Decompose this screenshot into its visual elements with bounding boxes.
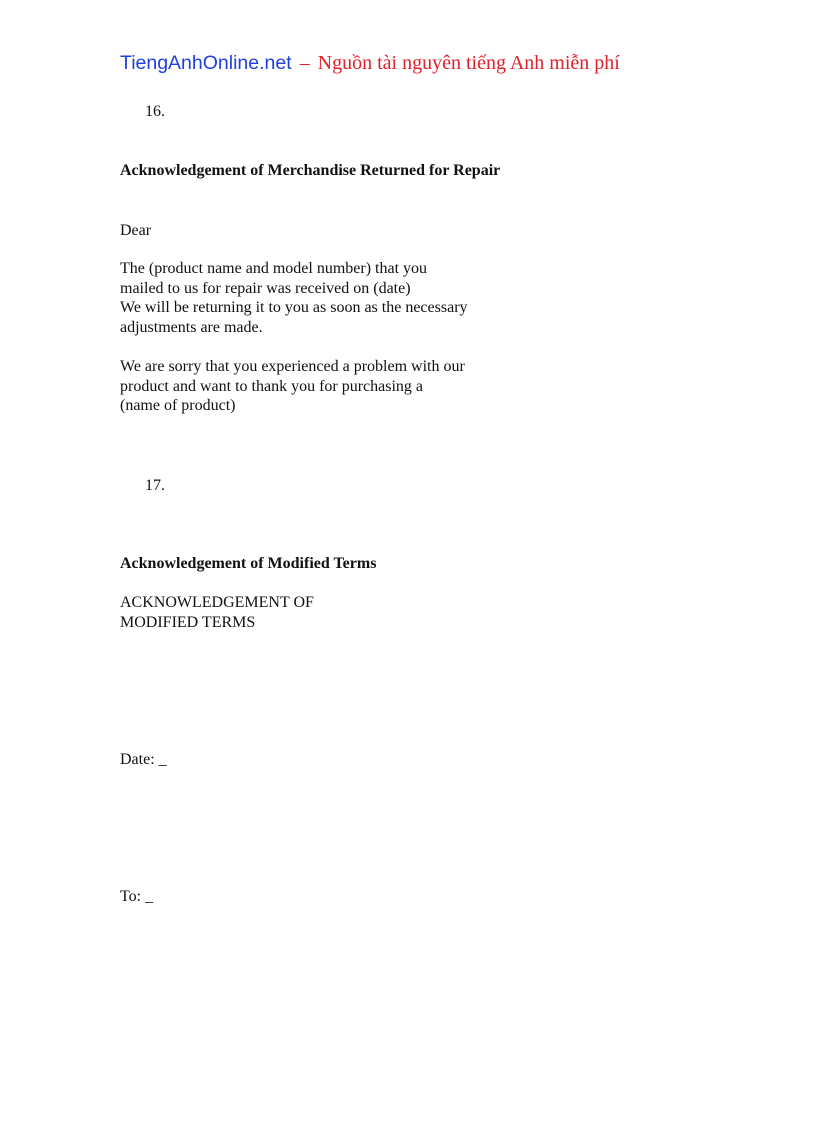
page-header — [120, 50, 620, 76]
subtitle-line: MODIFIED TERMS — [120, 613, 256, 631]
date-line: Date: _ — [120, 751, 167, 768]
paragraph-line: The (product name and model number) that you — [120, 260, 428, 277]
paragraph-line: We are sorry that you experienced a problem with our — [120, 358, 465, 375]
subtitle-line: ACKNOWLEDGEMENT OF — [120, 594, 314, 611]
site-name[interactable]: TiengAnhOnline.net — [120, 52, 292, 74]
paragraph-line: adjustments are made. — [120, 318, 263, 336]
section-title-17: Acknowledgement of Modified Terms — [120, 555, 377, 572]
salutation: Dear — [120, 222, 152, 239]
paragraph-line: product and want to thank you for purchasing a — [120, 377, 424, 395]
section-number-16: 16. — [145, 103, 165, 120]
paragraph-apology — [120, 357, 465, 416]
paragraph-received — [120, 259, 468, 337]
to-line: To: _ — [120, 888, 154, 905]
paragraph-line: mailed to us for repair was received on (date) — [120, 279, 411, 297]
paragraph-line: (name of product) — [120, 397, 236, 415]
header-tagline: Nguồn tài nguyên tiếng Anh miễn phí — [317, 52, 620, 74]
section-subtitle-17 — [120, 593, 314, 632]
section-number-17: 17. — [145, 477, 165, 494]
section-title-16: Acknowledgement of Merchandise Returned for Repair — [120, 162, 501, 179]
paragraph-line: We will be returning it to you as soon as the necessary — [120, 299, 468, 317]
header-separator: – — [299, 52, 310, 74]
